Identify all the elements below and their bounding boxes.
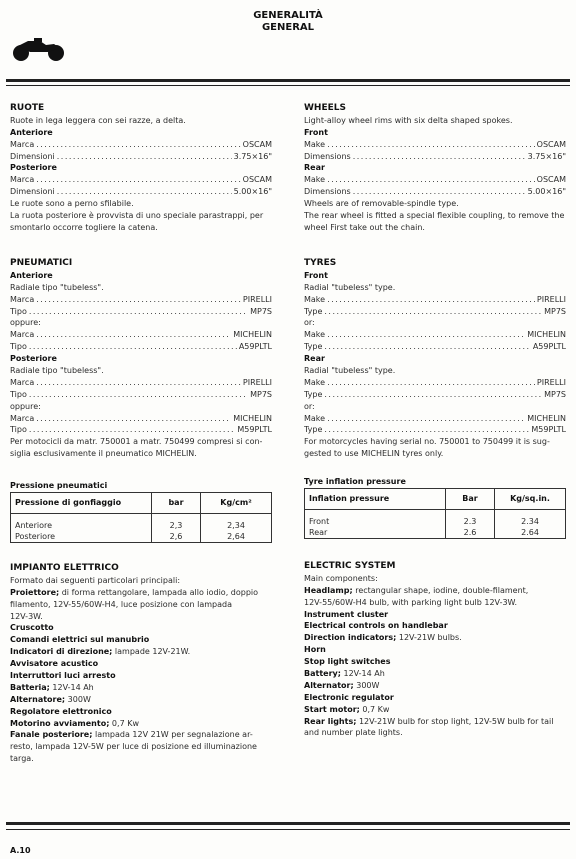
text-line: Batteria; 12V-14 Ah bbox=[10, 682, 94, 692]
text-line: Cruscotto bbox=[10, 623, 54, 633]
text-line: Direction indicators; 12V-21W bulbs. bbox=[304, 633, 462, 643]
text-line: Electrical controls on handlebar bbox=[304, 621, 448, 631]
section-title: WHEELS bbox=[304, 103, 346, 113]
text-line: Ruote in lega leggera con sei razze, a delta. bbox=[10, 115, 186, 125]
text-line: Avvisatore acustico bbox=[10, 659, 99, 669]
pressure-table bbox=[10, 492, 272, 543]
spec-row: Dimensioni ..... 3.75×16" bbox=[10, 151, 272, 163]
text-line: Indicatori di direzione; lampade 12V-21W. bbox=[10, 647, 191, 657]
italian-column bbox=[10, 103, 272, 234]
text-line: Battery; 12V-14 Ah bbox=[304, 669, 385, 679]
text-line: Horn bbox=[304, 645, 326, 655]
english-pressure bbox=[304, 476, 566, 539]
top-rule-thick bbox=[6, 79, 570, 82]
spec-row: Marca ..... MICHELIN bbox=[10, 329, 272, 341]
text-line: and number plate lights. bbox=[304, 728, 403, 738]
table-row: Anteriore 2,3 2,34 bbox=[11, 513, 272, 531]
text-line: Rear lights; 12V-21W bulb for stop light, 12V-5W bulb for tail bbox=[304, 716, 554, 726]
text-line: wheel First take out the chain. bbox=[304, 222, 425, 232]
section-title: RUOTE bbox=[10, 103, 45, 113]
bottom-rule-thick bbox=[6, 822, 570, 825]
subheading: Posteriore bbox=[10, 354, 57, 364]
text-line: Alternator; 300W bbox=[304, 680, 380, 690]
subheading: Rear bbox=[304, 354, 325, 364]
text-line: Light-alloy wheel rims with six delta shaped spokes. bbox=[304, 115, 513, 125]
text-line: smontarlo occorre togliere la catena. bbox=[10, 222, 158, 232]
text-line: The rear wheel is fitted a special flexible coupling, to remove the bbox=[304, 211, 565, 221]
spec-row: Dimensions ..... 3.75×16" bbox=[304, 151, 566, 163]
inflation-table bbox=[304, 488, 566, 539]
spec-row: Type ..... M59PLTL bbox=[304, 424, 566, 436]
text-line: Le ruote sono a perno sfilabile. bbox=[10, 199, 134, 209]
text-line: Radiale tipo "tubeless". bbox=[10, 282, 104, 292]
text-line: oppure: bbox=[10, 318, 41, 328]
text-line: 12V-55/60W-H4 bulb, with parking light bulb 12V-3W. bbox=[304, 597, 518, 607]
text-line: or: bbox=[304, 401, 315, 411]
section-title: PNEUMATICI bbox=[10, 258, 73, 268]
column-header: Pressione di gonfiaggio bbox=[11, 492, 152, 513]
text-line: resto, lampada 12V-5W per luce di posizione ed illuminazione bbox=[10, 742, 257, 752]
text-line: targa. bbox=[10, 754, 34, 764]
text-line: Radial "tubeless" type. bbox=[304, 282, 396, 292]
title-italian: GENERALITÀ bbox=[253, 10, 323, 21]
text-line: Regolatore elettronico bbox=[10, 706, 112, 716]
english-electric bbox=[304, 561, 566, 739]
table-title: Tyre inflation pressure bbox=[304, 477, 406, 486]
subheading: Posteriore bbox=[10, 163, 57, 173]
table-row: Posteriore 2,6 2,64 bbox=[11, 531, 272, 543]
subheading: Rear bbox=[304, 163, 325, 173]
subheading: Front bbox=[304, 270, 328, 280]
column-header: Kg/sq.in. bbox=[495, 488, 566, 509]
spec-row: Make ..... MICHELIN bbox=[304, 329, 566, 341]
spec-row: Tipo ..... MP7S bbox=[10, 389, 272, 401]
text-line: Interruttori luci arresto bbox=[10, 671, 116, 681]
english-column bbox=[304, 103, 566, 234]
text-line: Instrument cluster bbox=[304, 609, 389, 619]
english-tyres bbox=[304, 258, 566, 460]
spec-row: Make ..... OSCAM bbox=[304, 174, 566, 186]
italian-pressure bbox=[10, 480, 272, 543]
subheading: Anteriore bbox=[10, 127, 53, 137]
section-title: TYRES bbox=[304, 258, 337, 268]
text-line: Formato dai seguenti particolari principali: bbox=[10, 575, 181, 585]
spec-row: Type ..... MP7S bbox=[304, 306, 566, 318]
motorcycle-icon bbox=[10, 36, 66, 62]
column-header: Bar bbox=[446, 488, 495, 509]
spec-row: Tipo ..... M59PLTL bbox=[10, 424, 272, 436]
spec-row: Marca ..... OSCAM bbox=[10, 174, 272, 186]
spec-row: Marca ..... OSCAM bbox=[10, 139, 272, 151]
text-line: La ruota posteriore è provvista di uno speciale parastrappi, per bbox=[10, 211, 264, 221]
text-line: Alternatore; 300W bbox=[10, 694, 91, 704]
spec-row: Make ..... OSCAM bbox=[304, 139, 566, 151]
text-line: Start motor; 0,7 Kw bbox=[304, 704, 390, 714]
spec-row: Marca ..... MICHELIN bbox=[10, 413, 272, 425]
spec-row: Make ..... MICHELIN bbox=[304, 413, 566, 425]
spec-row: Make ..... PIRELLI bbox=[304, 377, 566, 389]
title-english: GENERAL bbox=[261, 22, 315, 33]
text-line: Headlamp; rectangular shape, iodine, double-filament, bbox=[304, 585, 529, 595]
text-line: Main components: bbox=[304, 573, 378, 583]
page-header bbox=[0, 10, 576, 34]
italian-electric bbox=[10, 563, 272, 765]
section-title: IMPIANTO ELETTRICO bbox=[10, 563, 119, 573]
subheading: Front bbox=[304, 127, 328, 137]
text-line: Per motocicli da matr. 750001 a matr. 750499 compresi si con- bbox=[10, 437, 263, 447]
text-line: Motorino avviamento; 0,7 Kw bbox=[10, 718, 139, 728]
column-header: bar bbox=[152, 492, 201, 513]
column-header: Kg/cm² bbox=[201, 492, 272, 513]
spec-row: Marca ..... PIRELLI bbox=[10, 294, 272, 306]
text-line: siglia esclusivamente il pneumatico MICHELIN. bbox=[10, 449, 197, 459]
page-number: A.10 bbox=[10, 846, 31, 855]
subheading: Anteriore bbox=[10, 270, 53, 280]
table-row: Rear 2.6 2.64 bbox=[305, 527, 566, 539]
spec-row: Tipo ..... MP7S bbox=[10, 306, 272, 318]
spec-row: Dimensioni ..... 5.00×16" bbox=[10, 186, 272, 198]
text-line: Radial "tubeless" type. bbox=[304, 366, 396, 376]
spec-row: Type ..... A59PLTL bbox=[304, 341, 566, 353]
text-line: For motorcycles having serial no. 750001 to 750499 it is sug- bbox=[304, 437, 550, 447]
text-line: Comandi elettrici sul manubrio bbox=[10, 635, 150, 645]
spec-row: Make ..... PIRELLI bbox=[304, 294, 566, 306]
table-row: Front 2.3 2.34 bbox=[305, 509, 566, 527]
spec-row: Tipo ..... A59PLTL bbox=[10, 341, 272, 353]
text-line: filamento, 12V-55/60W-H4, luce posizione con lampada bbox=[10, 599, 233, 609]
section-title: ELECTRIC SYSTEM bbox=[304, 561, 396, 571]
italian-tyres bbox=[10, 258, 272, 460]
text-line: or: bbox=[304, 318, 315, 328]
column-header: Inflation pressure bbox=[305, 488, 446, 509]
text-line: gested to use MICHELIN tyres only. bbox=[304, 449, 444, 459]
text-line: Stop light switches bbox=[304, 657, 391, 667]
text-line: Wheels are of removable-spindle type. bbox=[304, 199, 459, 209]
text-line: Fanale posteriore; lampada 12V 21W per segnalazione ar- bbox=[10, 730, 253, 740]
text-line: Proiettore; di forma rettangolare, lampada allo iodio, doppio bbox=[10, 587, 259, 597]
text-line: Radiale tipo "tubeless". bbox=[10, 366, 104, 376]
spec-row: Marca ..... PIRELLI bbox=[10, 377, 272, 389]
text-line: Electronic regulator bbox=[304, 692, 394, 702]
spec-row: Type ..... MP7S bbox=[304, 389, 566, 401]
bottom-rule-thin bbox=[6, 829, 570, 830]
text-line: 12V-3W. bbox=[10, 611, 43, 621]
text-line: oppure: bbox=[10, 401, 41, 411]
table-title: Pressione pneumatici bbox=[10, 481, 108, 490]
spec-row: Dimensions ..... 5.00×16" bbox=[304, 186, 566, 198]
top-rule-thin bbox=[6, 85, 570, 86]
